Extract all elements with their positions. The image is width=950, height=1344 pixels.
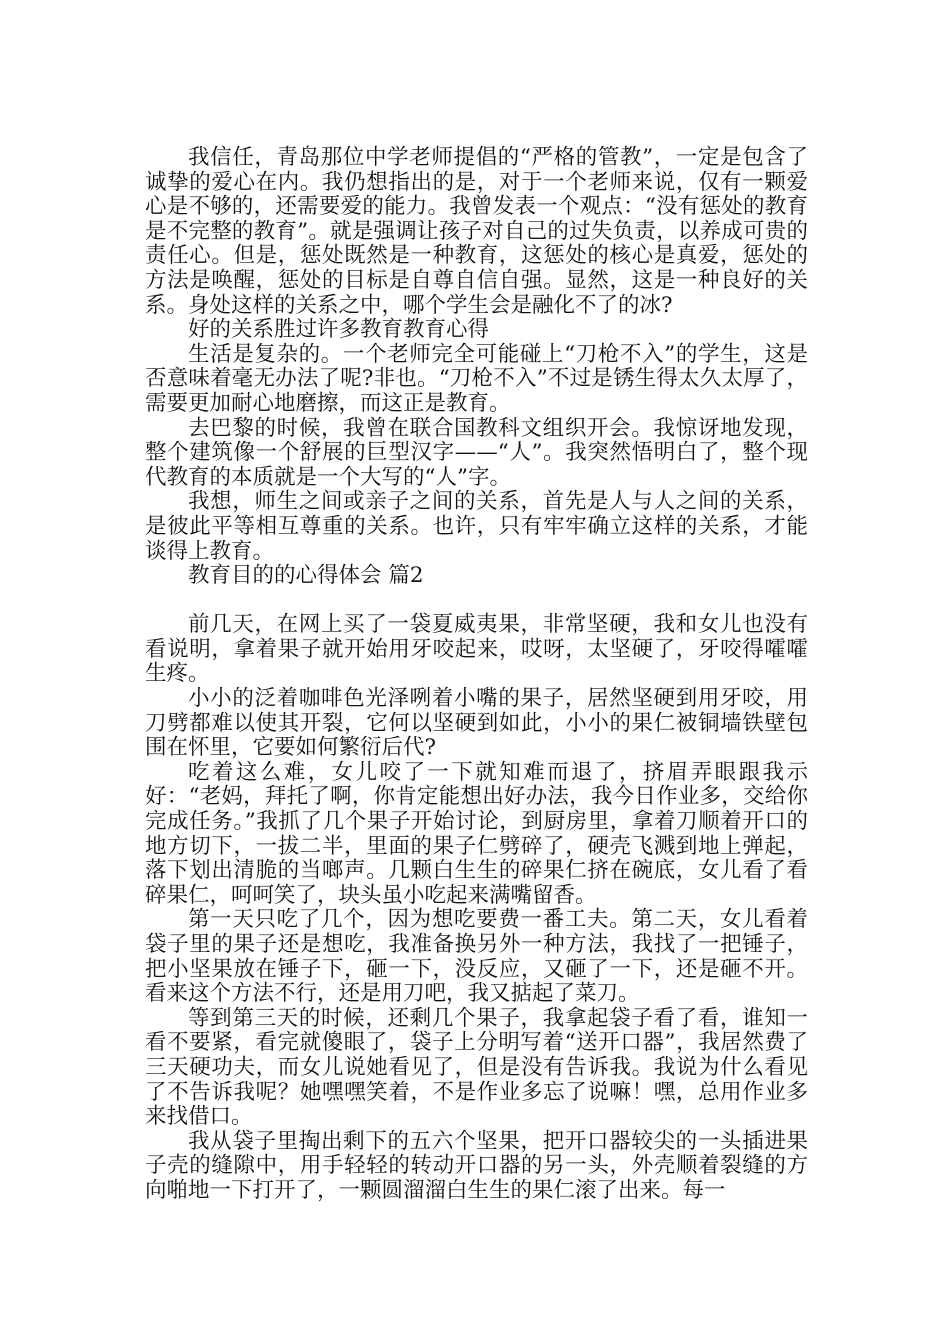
document-body (145, 146, 808, 1204)
paragraph: 前几天，在网上买了一袋夏威夷果，非常坚硬，我和女儿也没有看说明，拿着果子就开始用牙咬起来，哎呀，太坚硬了，牙咬得嚯嚯生疼。 (145, 612, 808, 687)
paragraph: 去巴黎的时候，我曾在联合国教科文组织开会。我惊讶地发现，整个建筑像一个舒展的巨型汉字——“人”。我突然悟明白了，整个现代教育的本质就是一个大写的“人”字。 (145, 415, 808, 490)
paragraph: 吃着这么难，女儿咬了一下就知难而退了，挤眉弄眼跟我示好：“老妈，拜托了啊，你肯定能想出好办法，我今日作业多，交给你完成任务。”我抓了几个果子开始讨论，到厨房里，拿着刀顺着开口的地方切下，一拔二半，里面的果子仁劈碎了，硬壳飞溅到地上弹起，落下划出清脆的当啷声。几颗白生生的碎果仁挤在碗底，女儿看了看碎果仁，呵呵笑了，块头虽小吃起来满嘴留香。 (145, 759, 808, 908)
section-heading: 教育目的的心得体会 篇2 (188, 563, 424, 589)
paragraph: 第一天只吃了几个，因为想吃要费一番工夫。第二天，女儿看着袋子里的果子还是想吃，我准备换另外一种方法，我找了一把锤子，把小坚果放在锤子下，砸一下，没反应，又砸了一下，还是砸不开。看来这个方法不行，还是用刀吧，我又掂起了菜刀。 (145, 907, 808, 1007)
section-heading: 好的关系胜过许多教育教育心得 (188, 317, 490, 343)
paragraph: 我想，师生之间或亲子之间的关系，首先是人与人之间的关系，是彼此平等相互尊重的关系。也许，只有牢牢确立这样的关系，才能谈得上教育。 (145, 489, 808, 564)
paragraph: 我从袋子里掏出剩下的五六个坚果，把开口器较尖的一头插进果子壳的缝隙中，用手轻轻的转动开口器的另一头，外壳顺着裂缝的方向啪地一下打开了，一颗圆溜溜白生生的果仁滚了出来。每一 (145, 1128, 808, 1203)
paragraph: 小小的泛着咖啡色光泽咧着小嘴的果子，居然坚硬到用牙咬，用刀劈都难以使其开裂，它何以坚硬到如此，小小的果仁被铜墙铁壁包围在怀里，它要如何繁衍后代? (145, 686, 808, 761)
paragraph: 等到第三天的时候，还剩几个果子，我拿起袋子看了看，谁知一看不要紧，看完就傻眼了，袋子上分明写着“送开口器”，我居然费了三天硬功夫，而女儿说她看见了，但是没有告诉我。我说为什么看见了不告诉我呢？她嘿嘿笑着，不是作业多忘了说嘛！嘿，总用作业多来找借口。 (145, 1005, 808, 1130)
paragraph: 我信任，青岛那位中学老师提倡的“严格的管教”，一定是包含了诚挚的爱心在内。我仍想指出的是，对于一个老师来说，仅有一颗爱心是不够的，还需要爱的能力。我曾发表一个观点：“没有惩处的教育是不完整的教育”。就是强调让孩子对自己的过失负责，以养成可贵的责任心。但是，惩处既然是一种教育，这惩处的核心是真爱，惩处的方法是唤醒，惩处的目标是自尊自信自强。显然，这是一种良好的关系。身处这样的关系之中，哪个学生会是融化不了的冰? (145, 145, 808, 318)
blank-line (145, 589, 808, 614)
paragraph: 生活是复杂的。一个老师完全可能碰上“刀枪不入”的学生，这是否意味着毫无办法了呢?非也。“刀枪不入”不过是锈生得太久太厚了，需要更加耐心地磨擦，而这正是教育。 (145, 341, 808, 416)
